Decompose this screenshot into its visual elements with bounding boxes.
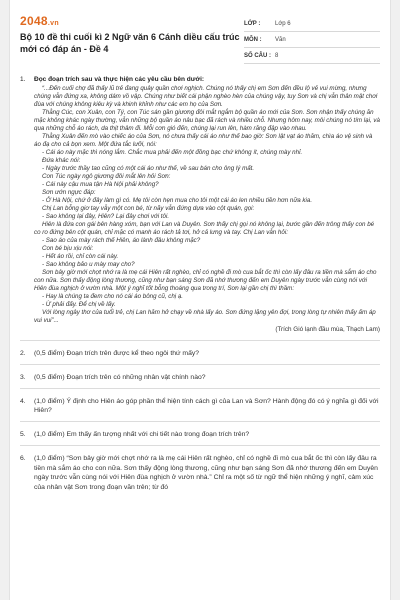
- meta-label: MÔN :: [244, 36, 262, 43]
- question-3: [20, 373, 380, 382]
- passage-paragraph: - Sao không bảo u mày may cho?: [42, 260, 135, 268]
- page-edge-left: [0, 0, 10, 600]
- meta-value: Lớp 6: [275, 20, 291, 27]
- passage-paragraph: - Cái áo này mặc thì nóng lắm. Chắc mua phải đến một đồng bạc chứ không ít, chúng mày nhỉ.: [42, 148, 303, 156]
- question-number: 5.: [20, 431, 26, 438]
- passage-paragraph: Con Túc ngày ngô giương đôi mắt lên hỏi Sơn:: [42, 172, 171, 180]
- page-edge-right: [390, 0, 400, 600]
- meta-value: 8: [275, 52, 279, 59]
- question-text: (1,0 điểm) Em thấy ấn tượng nhất với chi tiết nào trong đoạn trích trên?: [34, 431, 250, 438]
- question-text: (1,0 điểm) Ý định cho Hiên áo góp phần thể hiện tính cách gì của Lan và Sơn? Hành động đó có ý nghĩa gì đối với Hiên?: [34, 398, 379, 414]
- passage-paragraph: - Cái này cậu mua tận Hà Nội phải không?: [42, 180, 159, 188]
- passage-paragraph: - Ở Hà Nội, chứ ở đây làm gì có. Mẹ tôi còn hẹn mua cho tôi một cái áo len nhiều tiền hơn nữa kia.: [42, 196, 313, 204]
- question-list: [20, 76, 380, 492]
- passage-paragraph: Với lòng ngây thơ của tuổi trẻ, chị Lan hăm hở chạy về nhà lấy áo. Sơn đứng lặng yên đợi, trong lòng tự nhiên thấy ấm áp vui vui”...: [34, 308, 376, 324]
- question-number: 4.: [20, 398, 26, 405]
- passage-paragraph: Sơn bây giờ mới chợt nhớ ra là mẹ cái Hiên rất nghèo, chỉ có nghề đi mò cua bắt ốc thì còn lấy đâu ra tiền mà sắm áo cho con nữa. Sơn thấy động lòng thương, cũng như bạn sáng Sơn đã nhớ thương đến em Duyên ngày trước vẫn cùng nói với Hiên đùa nghịch ở vườn nhà. Một ý nghĩ tốt bỗng thoáng qua trong trí, Sơn lại gần chị thì thầm:: [34, 268, 377, 292]
- question-number: 3.: [20, 374, 26, 381]
- reading-passage: [34, 85, 380, 325]
- passage-paragraph: Con bé bịu xịu nói:: [42, 244, 94, 252]
- meta-value: Văn: [275, 36, 286, 43]
- question-number: 2.: [20, 350, 26, 357]
- question-text: (1,0 điểm) “Sơn bây giờ mới chợt nhớ ra là mẹ cái Hiên rất nghèo, chỉ có nghề đi mò cua bắt ốc thì còn lấy đâu ra tiền mà sắm áo cho con nữa. Sơn thấy động lòng thương, cũng như bạn sáng Sơn đã nhớ thương đến em Duyên ngày trước vẫn cùng nói với Hiên đùa nghịch ở vườn nhà.” Chỉ ra một số từ ngữ thể hiện những ý nghĩ, cảm xúc của nhân vật Sơn trong đoạn văn trên; từ đó: [34, 455, 378, 491]
- question-4: [20, 397, 380, 415]
- passage-paragraph: Thằng Xuân đến mò vào chiếc áo của Sơn, nó chưa thấy cái áo như thế bao giờ: Sơn lật vạt áo thăm, chìa áo vệ sinh và áo đạ cho cả bọn xem. Một đứa tắc lưỡi, nói:: [34, 132, 373, 148]
- passage-paragraph: Hiên là đứa con gái bên hàng xóm, bạn với Lan và Duyên. Sơn thấy chị gọi nó không lại, bước gần đến trông thấy con bé co ro đứng bên cột quán, chỉ mặc có manh áo rách tả tơi, hở cả lưng và tay. Chị Lan vẫn hỏi:: [34, 220, 375, 236]
- question-text: (0,5 điểm) Đoạn trích trên có những nhân vật chính nào?: [34, 374, 206, 381]
- page-title: Bộ 10 đề thi cuối kì 2 Ngữ văn 6 Cánh diều cấu trúc mới có đáp án - Đề 4: [20, 32, 240, 54]
- question-5: [20, 430, 380, 439]
- passage-paragraph: Sơn ướn ngực đáp:: [42, 188, 96, 196]
- passage-source: (Trích Gió lạnh đầu mùa, Thạch Lam): [275, 325, 380, 333]
- site-logo[interactable]: 2048.vn: [20, 14, 59, 28]
- question-text: (0,5 điểm) Đoạn trích trên được kể theo ngôi thứ mấy?: [34, 350, 200, 357]
- question-number: 1.: [20, 76, 26, 83]
- divider: [20, 445, 380, 446]
- passage-paragraph: Chị Lan bỗng giơ tay vẫy một con bé, từ nãy vẫn đứng dựa vào cột quán, gọi:: [42, 204, 255, 212]
- meta-table: [244, 16, 380, 64]
- meta-row-subject: [244, 32, 380, 48]
- passage-paragraph: - Hết áo rồi, chỉ còn cái này.: [42, 252, 119, 260]
- meta-label: SỐ CÂU :: [244, 52, 271, 59]
- divider: [20, 421, 380, 422]
- meta-row-grade: [244, 16, 380, 32]
- passage-paragraph: - Sao không lại đây, Hiên? Lại đây chơi với tôi.: [42, 212, 170, 220]
- meta-row-count: [244, 48, 380, 64]
- question-heading: Đọc đoạn trích sau và thực hiện các yêu cầu bên dưới:: [34, 76, 205, 83]
- divider: [20, 340, 380, 341]
- question-2: [20, 349, 380, 358]
- divider: [20, 364, 380, 365]
- passage-paragraph: - Hay là chúng ta đem cho nó cái áo bông cũ, chị ạ.: [42, 292, 184, 300]
- question-6: [20, 454, 380, 492]
- passage-paragraph: - Ngày trước thầy tao cũng có một cái áo như thế, về sau bán cho ông lý mất.: [42, 164, 255, 172]
- passage-paragraph: Thằng Cúc, con Xuân, con Tý, con Túc sán gần giương đôi mắt ngắm bộ quần áo mới của Sơn. Sơn nhận thấy chúng ăn mặc không khác ngày thường, vẫn những bộ quần áo nâu bạc đã rách và nhiều chỗ. Nhưng hôm nay, môi chúng nó tím lại, và qua những chỗ áo rách, da thịt thâm đi. Mỗi cơn gió đến, chúng lại run lên, hàm răng đập vào nhau.: [34, 108, 380, 132]
- passage-paragraph: - Sao áo của mày rách thế Hiên, áo lành đâu không mặc?: [42, 236, 201, 244]
- question-1: [20, 76, 380, 334]
- meta-label: LỚP :: [244, 20, 261, 27]
- passage-paragraph: “...Đến cuối chợ đã thấy lũ trẻ đang quây quần chơi nghịch. Chúng nó thấy chị em Sơn đến đều lộ vẻ vui mừng, nhưng chúng vẫn đứng xa, không dám vồ vập. Chúng như biết cái phận nghèo hèn của chúng vậy, tuy Sơn và chị vẫn thân mật chơi đùa với chúng không kiêu kỳ và khinh khỉnh như các em họ của Sơn.: [34, 84, 378, 108]
- divider: [20, 388, 380, 389]
- passage-paragraph: - Ừ phải đấy. Để chị về lấy.: [42, 300, 116, 308]
- passage-paragraph: Đứa khác nói:: [42, 156, 81, 164]
- question-number: 6.: [20, 455, 26, 462]
